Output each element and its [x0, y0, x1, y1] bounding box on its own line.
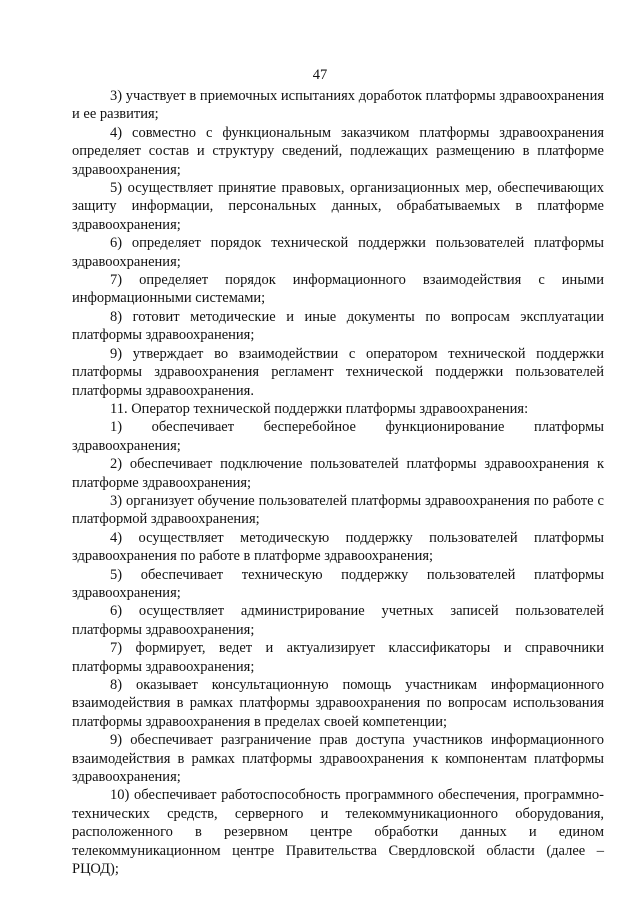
section-11-heading: 11. Оператор технической поддержки платформы здравоохранения: — [110, 400, 529, 417]
section-11-item-4-methodical-support: 4) осуществляет методическую поддержку пользователей платформы здравоохранения по работе в платформе здравоохранения; — [72, 529, 604, 565]
paragraph-6-support-procedure: 6) определяет порядок технической поддержки пользователей платформы здравоохранения; — [72, 235, 604, 270]
document-body — [72, 87, 604, 878]
section-11-item-6-account-administration: 6) осуществляет администрирование учетных записей пользователей платформы здравоохранения; — [72, 603, 604, 638]
section-11-item-8-consultation: 8) оказывает консультационную помощь участникам информационного взаимодействия в рамках платформы здравоохранения по вопросам использования платформы здравоохранения в пределах своей компетенции; — [72, 677, 604, 730]
section-11-item-7-classifiers: 7) формирует, ведет и актуализирует классификаторы и справочники платформы здравоохранения; — [72, 640, 604, 675]
paragraph-4-defines-data-structure: 4) совместно с функциональным заказчиком платформы здравоохранения определяет состав и структуру сведений, подлежащих размещению в платформе здравоохранения; — [72, 124, 604, 178]
page-number: 47 — [312, 67, 328, 83]
section-11-item-10-operability: 10) обеспечивает работоспособность программного обеспечения, программно-технических средств, серверного и телекоммуникационного оборудования, расположенного в резервном центре обработки данных и едином телекоммуникационном центре Правительства Свердловской области (далее – РЦОД); — [72, 787, 604, 878]
section-11-item-3-user-training: 3) организует обучение пользователей платформы здравоохранения по работе с платформой здравоохранения; — [72, 492, 604, 528]
section-11-item-1-uninterrupted-operation: 1) обеспечивает бесперебойное функционирование платформы здравоохранения; — [72, 419, 604, 454]
section-11-item-5-technical-support: 5) обеспечивает техническую поддержку пользователей платформы здравоохранения; — [72, 566, 604, 601]
paragraph-5-data-protection-measures: 5) осуществляет принятие правовых, организационных мер, обеспечивающих защиту информации, персональных данных, обрабатываемых в платформе здравоохранения; — [72, 180, 604, 233]
paragraph-9-support-regulation: 9) утверждает во взаимодействии с оператором технической поддержки платформы здравоохранения регламент технической поддержки пользователей платформы здравоохранения. — [72, 345, 604, 399]
section-11-item-2-user-connection: 2) обеспечивает подключение пользователей платформы здравоохранения к платформе здравоохранения; — [72, 456, 604, 491]
section-11-item-9-access-rights: 9) обеспечивает разграничение прав доступа участников информационного взаимодействия в рамках платформы здравоохранения к компонентам платформы здравоохранения; — [72, 732, 604, 786]
paragraph-3-participates-acceptance-tests: 3) участвует в приемочных испытаниях доработок платформы здравоохранения и ее развития; — [72, 88, 604, 123]
paragraph-8-methodical-documents: 8) готовит методические и иные документы по вопросам эксплуатации платформы здравоохранения; — [72, 308, 604, 344]
paragraph-7-interaction-procedure: 7) определяет порядок информационного взаимодействия с иными информационными системами; — [72, 272, 604, 307]
